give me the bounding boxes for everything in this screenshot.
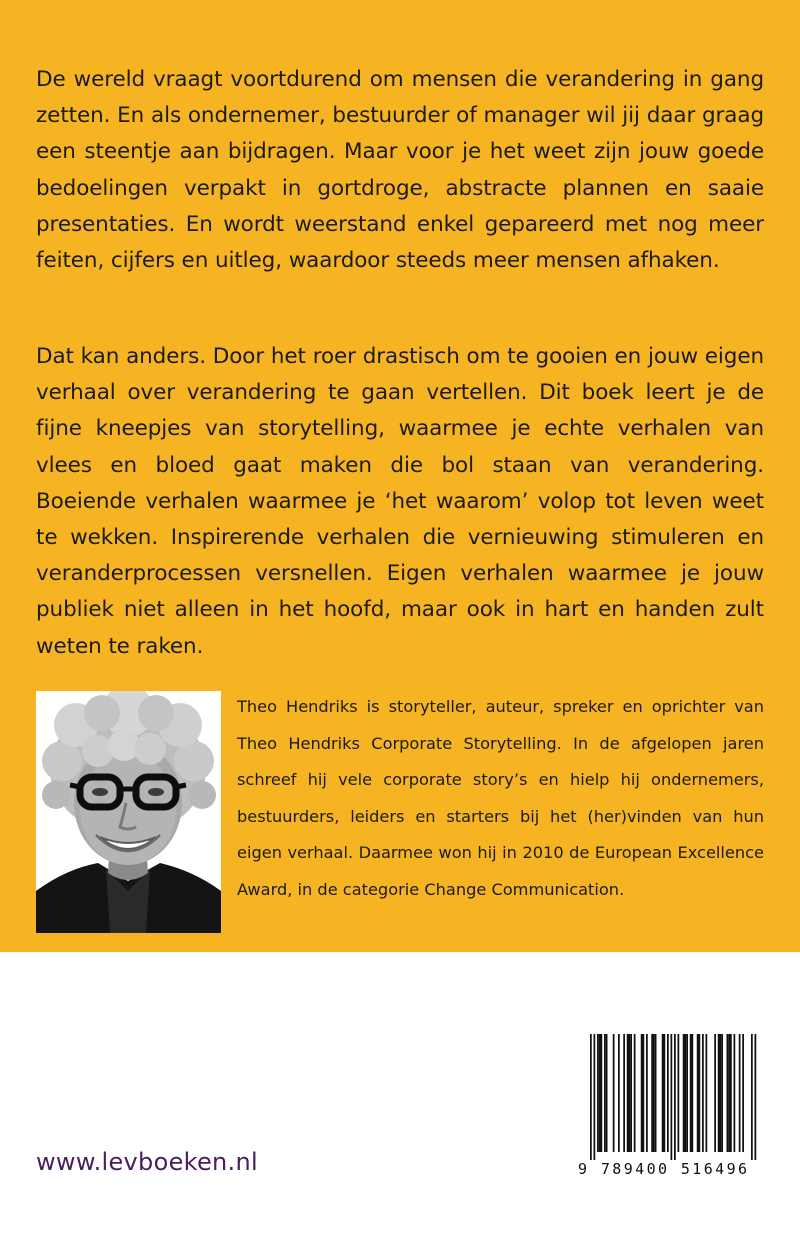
- barcode-bar: [606, 1034, 608, 1152]
- barcode-bar: [623, 1034, 625, 1152]
- blurb-paragraph-1: De wereld vraagt voortdurend om mensen die verandering in gang zetten. En als ondernemer, bestuurder of manager wil jij daar graag een steentje aan bijdragen. Maar voor je het weet zijn jouw goede bedoelingen verpakt in gortdroge, abstracte plannen en saaie presentaties. En wordt weerstand enkel gepareerd met nog meer feiten, cijfers en uitleg, waardoor steeds meer mensen afhaken.: [36, 67, 764, 274]
- barcode-bar: [674, 1034, 676, 1160]
- barcode-bar: [653, 1034, 655, 1152]
- barcode-bar: [686, 1034, 688, 1152]
- barcode-bar: [751, 1034, 753, 1160]
- barcode-bar: [601, 1034, 603, 1152]
- barcode-bars: [576, 1032, 764, 1160]
- barcode-bar: [590, 1034, 592, 1160]
- barcode-bar: [755, 1034, 757, 1160]
- author-portrait-image: [36, 691, 221, 933]
- barcode-bar: [727, 1034, 729, 1152]
- blurb-paragraph-2: Dat kan anders. Door het roer drastisch om te gooien en jouw eigen verhaal over verandering te gaan vertellen. Dit boek leert je de fijne kneepjes van storytelling, waarmee je echte verhalen van vlees en bloed gaat maken die bol staan van verandering. Boeiende verhalen waarmee je ‘het waarom’ volop tot leven weet te wekken. Inspirerende verhalen die vernieuwing stimuleren en veranderprocessen versnellen. Eigen verhalen waarmee je jouw publiek niet alleen in het hoofd, maar ook in hart en handen zult weten te raken.: [36, 344, 764, 659]
- barcode-bar: [685, 1034, 687, 1152]
- barcode-bar: [664, 1034, 666, 1152]
- publisher-website: www.levboeken.nl: [36, 1148, 258, 1176]
- barcode-bar: [667, 1034, 669, 1152]
- barcode-bar: [721, 1034, 723, 1152]
- barcode-bar: [714, 1034, 716, 1152]
- barcode-bar: [594, 1034, 596, 1160]
- barcode-bar: [627, 1034, 629, 1152]
- barcode-bar: [604, 1034, 606, 1152]
- barcode-bar: [683, 1034, 685, 1152]
- barcode-bar: [634, 1034, 636, 1152]
- barcode-bar: [739, 1034, 741, 1152]
- barcode-bar: [662, 1034, 664, 1152]
- barcode-bar: [697, 1034, 699, 1152]
- isbn-number: 9 789400 516496: [578, 1160, 750, 1178]
- barcode-bar: [678, 1034, 680, 1152]
- barcode-bar: [718, 1034, 720, 1152]
- barcode-bar: [692, 1034, 694, 1152]
- barcode-bar: [643, 1034, 645, 1152]
- barcode-bar: [613, 1034, 615, 1152]
- barcode-bar: [651, 1034, 653, 1152]
- barcode-bar: [629, 1034, 631, 1152]
- barcode-bar: [690, 1034, 692, 1152]
- barcode-bar: [655, 1034, 657, 1152]
- barcode-bar: [706, 1034, 708, 1152]
- author-photo: [36, 691, 221, 933]
- isbn-barcode: [576, 1032, 764, 1182]
- barcode-bar: [728, 1034, 730, 1152]
- barcode-bar: [742, 1034, 744, 1152]
- barcode-bar: [702, 1034, 704, 1152]
- barcode-bar: [734, 1034, 736, 1152]
- barcode-bar: [699, 1034, 701, 1152]
- barcode-bar: [597, 1034, 599, 1152]
- barcode-bar: [630, 1034, 632, 1152]
- barcode-bar: [646, 1034, 648, 1152]
- barcode-bar: [671, 1034, 673, 1160]
- barcode-bar: [730, 1034, 732, 1152]
- barcode-bar: [720, 1034, 722, 1152]
- barcode-bar: [618, 1034, 620, 1152]
- barcode-bar: [641, 1034, 643, 1152]
- barcode-bar: [599, 1034, 601, 1152]
- author-bio: Theo Hendriks is storyteller, auteur, spreker en oprichter van Theo Hendriks Corporate Storytelling. In de afgelopen jaren schreef hij vele corporate story’s en hielp hij ondernemers, bestuurders, leiders en starters bij het (her)vinden van hun eigen verhaal. Daarmee won hij in 2010 de European Excellence Award, in de categorie Change Communication.: [237, 697, 764, 899]
